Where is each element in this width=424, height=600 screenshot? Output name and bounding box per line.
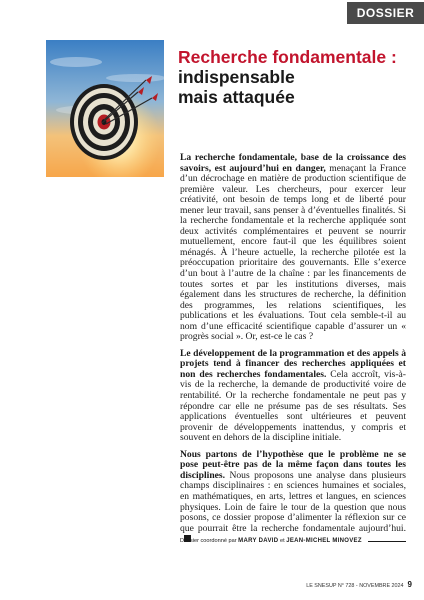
credit-author-1: MARY DAVID: [238, 538, 279, 544]
paragraph-1-lead: La recherche fondamentale, base de la croissance des savoirs, est aujourd’hui en danger,: [180, 152, 406, 174]
article-title: [178, 47, 413, 107]
page-number: 9: [407, 580, 412, 589]
dartboard-photo: [46, 40, 164, 177]
publication-info: LE SNESUP N° 728 - NOVEMBRE 2024: [306, 583, 404, 589]
paragraph-2: [180, 349, 406, 444]
credit-prefix: Dossier coordonné par: [180, 538, 237, 544]
credit-row: [180, 537, 406, 545]
paragraph-3-text: Nous proposons une analyse dans plusieurs champs disciplinaires : en sciences humaines et sociales, en mathématiques, en arts, lettres et langues, en sciences physiques. Loin de faire le tour de la question que nous posons, ce dossier propose d’alimenter la réflexion sur ce que pourrait être la recherche fondamentale aujourd’hui.: [180, 469, 406, 534]
paragraph-2-lead: Le développement de la programmation et des appels à projets tend à financer des recherches appliquées et non des recherches fondamentales.: [180, 347, 406, 380]
title-line-2: indispensable: [178, 67, 295, 87]
paragraph-1: [180, 153, 406, 343]
title-line-1: Recherche fondamentale :: [178, 47, 397, 67]
paragraph-2-text: Cela accroît, vis-à-vis de la recherche, la demande de productivité voire de rentabilité. Or la recherche fondamentale ne peut pas y répondre car elle ne présume pas de ses résultats. Ses applications éventuelles sont ultérieures et peuvent provenir de développements inattendus, y compris et souvent en dehors de la discipline initiale.: [180, 368, 406, 444]
paragraph-3-lead: Nous partons de l’hypothèse que le problème ne se pose peut-être pas de la même façon dans toutes les disciplines.: [180, 448, 406, 481]
paragraph-3: [180, 450, 406, 545]
credit-joiner: et: [279, 538, 285, 544]
coordination-credit: [180, 538, 362, 544]
article-body: [180, 153, 406, 551]
page-footer: [306, 580, 412, 589]
credit-author-2: JEAN-MICHEL MINOVEZ: [286, 538, 362, 544]
section-badge: DOSSIER: [347, 2, 424, 24]
credit-divider: [368, 541, 406, 542]
dartboard-illustration: [46, 40, 164, 177]
paragraph-1-text: menaçant la France d’un décrochage en matière de production scientifique de première valeur. Les chercheurs, pour exercer leur créativité, ont besoin de temps long et de liberté pour mener leur travail, sans penser à d’éventuelles finalités. Si la recherche fondamentale et la recherche appliquée sont deux activités complémentaires et peuvent se nourrir mutuellement, encore faut-il que les équilibres soient ménagés. À l’heure actuelle, la recherche pilotée est la préoccupation prioritaire des gouvernants. Elle s’exerce d’un bout à l’autre de la chaîne : par les financements de toutes sortes et par les institutions diverses, mais également dans les structures de recherche, la définition des programmes, les relations scientifiques, les publications et les évaluations. Tout cela semble-t-il au nom d’une efficacité scientifique capable d’assurer un « progrès social ». Or, est-ce le cas ?: [180, 162, 407, 343]
title-line-3: mais attaquée: [178, 87, 295, 107]
